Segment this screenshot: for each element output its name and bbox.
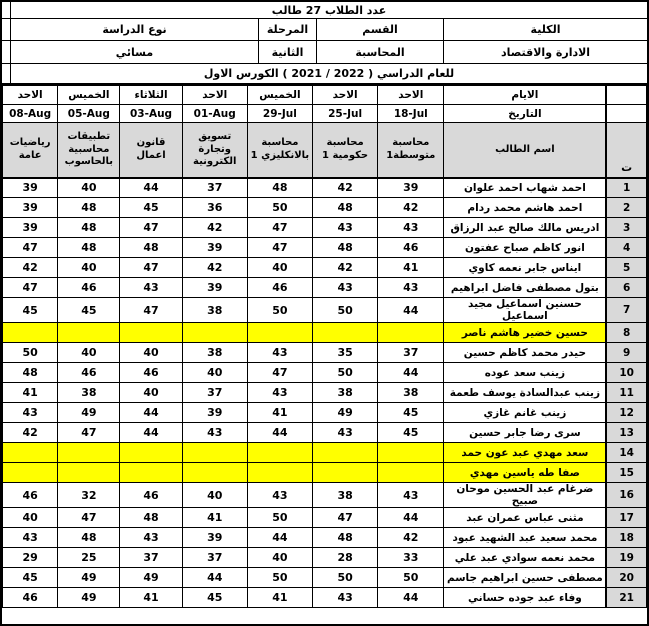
date-cell: 05-Aug: [58, 105, 120, 123]
subject-header: تسويق وتجارة الكترونية: [182, 123, 247, 178]
row-number: 3: [606, 218, 646, 238]
score-cell: 50: [247, 198, 312, 218]
score-cell: 44: [378, 298, 444, 323]
score-cell: 45: [378, 403, 444, 423]
score-cell: [378, 443, 444, 463]
row-number: 2: [606, 198, 646, 218]
score-cell: 45: [378, 423, 444, 443]
score-cell: 44: [182, 568, 247, 588]
score-cell: 38: [378, 383, 444, 403]
score-cell: 38: [313, 383, 378, 403]
student-name: انور كاظم صباح عفتون: [444, 238, 607, 258]
score-cell: 40: [247, 548, 312, 568]
score-cell: 50: [313, 363, 378, 383]
corner-cell: [606, 86, 646, 105]
score-cell: 41: [120, 588, 182, 608]
score-cell: 38: [58, 383, 120, 403]
student-row: [3, 483, 647, 508]
academic-year-row: [2, 64, 647, 85]
score-cell: [120, 463, 182, 483]
spacer-cell: [2, 64, 10, 83]
student-row: [3, 278, 647, 298]
score-cell: [313, 323, 378, 343]
day-cell: الاحد: [313, 86, 378, 105]
spacer-cell: [2, 19, 10, 40]
score-cell: 49: [58, 588, 120, 608]
student-row: [3, 528, 647, 548]
student-name: ضرغام عبد الحسين موحان صبيح: [444, 483, 607, 508]
day-cell: الاحد: [182, 86, 247, 105]
score-cell: 48: [3, 363, 58, 383]
score-cell: 40: [182, 363, 247, 383]
study-type-label: نوع الدراسة: [10, 19, 258, 40]
department-value: المحاسبة: [316, 41, 443, 63]
row-number: 14: [606, 443, 646, 463]
score-cell: 49: [313, 403, 378, 423]
score-cell: 42: [378, 528, 444, 548]
score-cell: 44: [378, 363, 444, 383]
score-cell: 44: [247, 423, 312, 443]
student-name: حسين خضير هاشم ناصر: [444, 323, 607, 343]
score-cell: 43: [120, 278, 182, 298]
score-cell: 47: [120, 258, 182, 278]
row-number: 15: [606, 463, 646, 483]
subject-header: محاسبة حكومية 1: [313, 123, 378, 178]
student-name: صفا طه ياسين مهدي: [444, 463, 607, 483]
student-row: [3, 178, 647, 198]
subject-header: رياضيات عامة: [3, 123, 58, 178]
dates-row: [3, 105, 647, 123]
info-values-row: [2, 41, 647, 64]
department-label: القسم: [316, 19, 443, 40]
score-cell: 39: [182, 528, 247, 548]
score-cell: 48: [58, 238, 120, 258]
academic-year: للعام الدراسي ( ‪2021 / 2022‬ ) الكورس الاول: [10, 64, 647, 83]
days-row-label: الايام: [444, 86, 607, 105]
student-row: [3, 423, 647, 443]
score-cell: 40: [120, 343, 182, 363]
score-cell: 42: [3, 423, 58, 443]
row-number: 1: [606, 178, 646, 198]
score-cell: 43: [3, 403, 58, 423]
score-cell: 37: [120, 548, 182, 568]
student-name: زينب غانم غازي: [444, 403, 607, 423]
score-cell: 44: [120, 423, 182, 443]
score-cell: 43: [182, 423, 247, 443]
score-cell: 47: [120, 298, 182, 323]
title-row: [2, 2, 647, 19]
score-cell: 47: [120, 218, 182, 238]
student-name: سرى رضا جابر حسين: [444, 423, 607, 443]
score-cell: 41: [182, 508, 247, 528]
student-row: [3, 298, 647, 323]
score-cell: 50: [247, 298, 312, 323]
score-cell: 44: [120, 178, 182, 198]
score-cell: 40: [247, 258, 312, 278]
score-cell: [247, 323, 312, 343]
subject-header: قانون اعمال: [120, 123, 182, 178]
student-row: [3, 588, 647, 608]
score-cell: 42: [378, 198, 444, 218]
score-cell: 43: [313, 278, 378, 298]
row-number: 12: [606, 403, 646, 423]
score-cell: 43: [313, 588, 378, 608]
info-labels-row: [2, 19, 647, 41]
row-number: 10: [606, 363, 646, 383]
score-cell: [313, 443, 378, 463]
results-table: [2, 85, 647, 608]
index-header: ت: [606, 123, 646, 178]
student-name: بتول مصطفى فاضل ابراهيم: [444, 278, 607, 298]
score-cell: 44: [120, 403, 182, 423]
score-cell: 45: [3, 568, 58, 588]
student-name: احمد شهاب احمد علوان: [444, 178, 607, 198]
score-cell: 46: [3, 483, 58, 508]
score-cell: 46: [58, 278, 120, 298]
score-cell: [58, 463, 120, 483]
student-row: [3, 363, 647, 383]
score-cell: 50: [247, 568, 312, 588]
students-body: [3, 178, 647, 608]
student-name: حسنين اسماعيل مجيد اسماعيل: [444, 298, 607, 323]
subjects-row: [3, 123, 647, 178]
day-cell: الثلاثاء: [120, 86, 182, 105]
score-cell: 50: [247, 508, 312, 528]
student-row: [3, 238, 647, 258]
date-cell: 18-Jul: [378, 105, 444, 123]
score-cell: 48: [313, 198, 378, 218]
score-cell: 42: [313, 178, 378, 198]
row-number: 20: [606, 568, 646, 588]
student-row: [3, 323, 647, 343]
score-cell: 41: [3, 383, 58, 403]
day-cell: الاحد: [3, 86, 58, 105]
score-cell: 48: [313, 528, 378, 548]
score-cell: 46: [120, 483, 182, 508]
score-cell: 43: [120, 528, 182, 548]
score-cell: 46: [378, 238, 444, 258]
score-cell: 43: [3, 528, 58, 548]
student-row: [3, 198, 647, 218]
score-cell: 38: [313, 483, 378, 508]
row-number: 4: [606, 238, 646, 258]
student-name: احمد هاشم محمد ردام: [444, 198, 607, 218]
date-row-label: التاريخ: [444, 105, 607, 123]
row-number: 7: [606, 298, 646, 323]
score-cell: 43: [247, 483, 312, 508]
score-cell: 39: [3, 198, 58, 218]
row-number: 19: [606, 548, 646, 568]
score-cell: [182, 463, 247, 483]
student-name: محمد نعمه سوادي عبد علي: [444, 548, 607, 568]
student-name: ايناس جابر نعمه كاوي: [444, 258, 607, 278]
student-name: حيدر محمد كاظم حسين: [444, 343, 607, 363]
score-cell: 47: [3, 238, 58, 258]
score-cell: 40: [182, 483, 247, 508]
score-cell: [3, 463, 58, 483]
score-cell: 43: [378, 218, 444, 238]
score-cell: 45: [58, 298, 120, 323]
spacer-cell: [2, 41, 10, 63]
student-row: [3, 568, 647, 588]
score-cell: 40: [3, 508, 58, 528]
score-cell: 28: [313, 548, 378, 568]
score-cell: 41: [247, 403, 312, 423]
stage-label: المرحلة: [258, 19, 316, 40]
score-cell: 43: [313, 423, 378, 443]
student-row: [3, 508, 647, 528]
score-cell: 40: [120, 383, 182, 403]
row-number: 6: [606, 278, 646, 298]
score-cell: 47: [247, 363, 312, 383]
score-cell: 46: [120, 363, 182, 383]
subject-header: محاسبة متوسطة1: [378, 123, 444, 178]
score-cell: 42: [182, 218, 247, 238]
student-name: زينب عبدالسادة يوسف طعمة: [444, 383, 607, 403]
score-cell: 46: [247, 278, 312, 298]
student-row: [3, 463, 647, 483]
days-row: [3, 86, 647, 105]
score-cell: [3, 323, 58, 343]
score-cell: 44: [378, 588, 444, 608]
score-cell: 47: [58, 423, 120, 443]
student-row: [3, 258, 647, 278]
college-value: الادارة والاقتصاد: [443, 41, 647, 63]
date-cell: 25-Jul: [313, 105, 378, 123]
row-number: 9: [606, 343, 646, 363]
score-cell: 47: [58, 508, 120, 528]
stage-value: الثانية: [258, 41, 316, 63]
student-name: ادريس مالك صالح عبد الرزاق: [444, 218, 607, 238]
score-cell: 46: [58, 363, 120, 383]
row-number: 8: [606, 323, 646, 343]
row-number: 16: [606, 483, 646, 508]
score-cell: 50: [3, 343, 58, 363]
score-cell: 46: [3, 588, 58, 608]
date-cell: 01-Aug: [182, 105, 247, 123]
score-cell: 47: [247, 238, 312, 258]
student-name: زينب سعد عوده: [444, 363, 607, 383]
score-cell: [378, 323, 444, 343]
score-cell: [58, 323, 120, 343]
score-cell: 48: [247, 178, 312, 198]
row-number: 11: [606, 383, 646, 403]
score-cell: 43: [378, 483, 444, 508]
score-cell: 43: [313, 218, 378, 238]
score-cell: 48: [58, 218, 120, 238]
score-cell: 25: [58, 548, 120, 568]
corner-cell: [606, 105, 646, 123]
score-cell: 48: [120, 508, 182, 528]
score-cell: [3, 443, 58, 463]
score-cell: 37: [182, 383, 247, 403]
row-number: 18: [606, 528, 646, 548]
score-cell: [120, 443, 182, 463]
student-row: [3, 343, 647, 363]
student-row: [3, 383, 647, 403]
score-cell: 40: [58, 343, 120, 363]
score-cell: 37: [182, 178, 247, 198]
study-type-value: مسائي: [10, 41, 258, 63]
score-cell: 37: [182, 548, 247, 568]
score-cell: 45: [120, 198, 182, 218]
score-cell: 38: [182, 343, 247, 363]
score-cell: [247, 463, 312, 483]
score-cell: 35: [313, 343, 378, 363]
score-cell: 45: [182, 588, 247, 608]
score-cell: 37: [378, 343, 444, 363]
score-cell: [182, 443, 247, 463]
student-row: [3, 218, 647, 238]
score-cell: [247, 443, 312, 463]
student-name: مثنى عباس عمران عبد: [444, 508, 607, 528]
day-cell: الاحد: [378, 86, 444, 105]
score-cell: 50: [313, 298, 378, 323]
score-cell: [58, 443, 120, 463]
row-number: 5: [606, 258, 646, 278]
score-cell: 48: [58, 528, 120, 548]
college-label: الكلية: [443, 19, 647, 40]
row-number: 17: [606, 508, 646, 528]
score-cell: 43: [247, 343, 312, 363]
day-cell: الخميس: [247, 86, 312, 105]
score-cell: 47: [313, 508, 378, 528]
student-name: مصطفى حسين ابراهيم جاسم: [444, 568, 607, 588]
date-cell: 29-Jul: [247, 105, 312, 123]
score-cell: 42: [182, 258, 247, 278]
student-name: سعد مهدي عبد عون حمد: [444, 443, 607, 463]
score-cell: 40: [58, 178, 120, 198]
score-cell: 29: [3, 548, 58, 568]
subject-header: تطبيقات محاسبية بالحاسوب: [58, 123, 120, 178]
score-cell: 50: [313, 568, 378, 588]
score-cell: 48: [58, 198, 120, 218]
score-cell: 39: [378, 178, 444, 198]
score-cell: 45: [3, 298, 58, 323]
date-cell: 08-Aug: [3, 105, 58, 123]
student-name: محمد سعيد عبد الشهيد عبود: [444, 528, 607, 548]
student-name-header: اسم الطالب: [444, 123, 607, 178]
student-row: [3, 443, 647, 463]
score-cell: 48: [313, 238, 378, 258]
score-cell: 42: [3, 258, 58, 278]
row-number: 13: [606, 423, 646, 443]
score-cell: 49: [58, 403, 120, 423]
score-cell: [313, 463, 378, 483]
score-cell: 40: [58, 258, 120, 278]
spacer-cell: [2, 2, 10, 18]
score-cell: 41: [378, 258, 444, 278]
score-cell: 38: [182, 298, 247, 323]
score-cell: 49: [120, 568, 182, 588]
student-row: [3, 548, 647, 568]
score-cell: 42: [313, 258, 378, 278]
student-count-title: عدد الطلاب 27 طالب: [10, 2, 647, 18]
student-row: [3, 403, 647, 423]
score-cell: 39: [182, 278, 247, 298]
score-cell: 39: [3, 218, 58, 238]
score-cell: 39: [182, 403, 247, 423]
score-cell: 36: [182, 198, 247, 218]
date-cell: 03-Aug: [120, 105, 182, 123]
score-cell: 47: [3, 278, 58, 298]
score-cell: 44: [247, 528, 312, 548]
score-cell: 43: [247, 383, 312, 403]
student-name: وفاء عبد جوده حساني: [444, 588, 607, 608]
score-cell: 39: [182, 238, 247, 258]
score-cell: [378, 463, 444, 483]
score-cell: 47: [247, 218, 312, 238]
score-cell: [182, 323, 247, 343]
day-cell: الخميس: [58, 86, 120, 105]
score-cell: 43: [378, 278, 444, 298]
row-number: 21: [606, 588, 646, 608]
score-cell: 32: [58, 483, 120, 508]
score-cell: 39: [3, 178, 58, 198]
score-cell: 44: [378, 508, 444, 528]
score-cell: 33: [378, 548, 444, 568]
score-cell: 41: [247, 588, 312, 608]
score-cell: [120, 323, 182, 343]
score-cell: 49: [58, 568, 120, 588]
subject-header: محاسبة بالانكليزي 1: [247, 123, 312, 178]
score-cell: 48: [120, 238, 182, 258]
score-cell: 50: [378, 568, 444, 588]
